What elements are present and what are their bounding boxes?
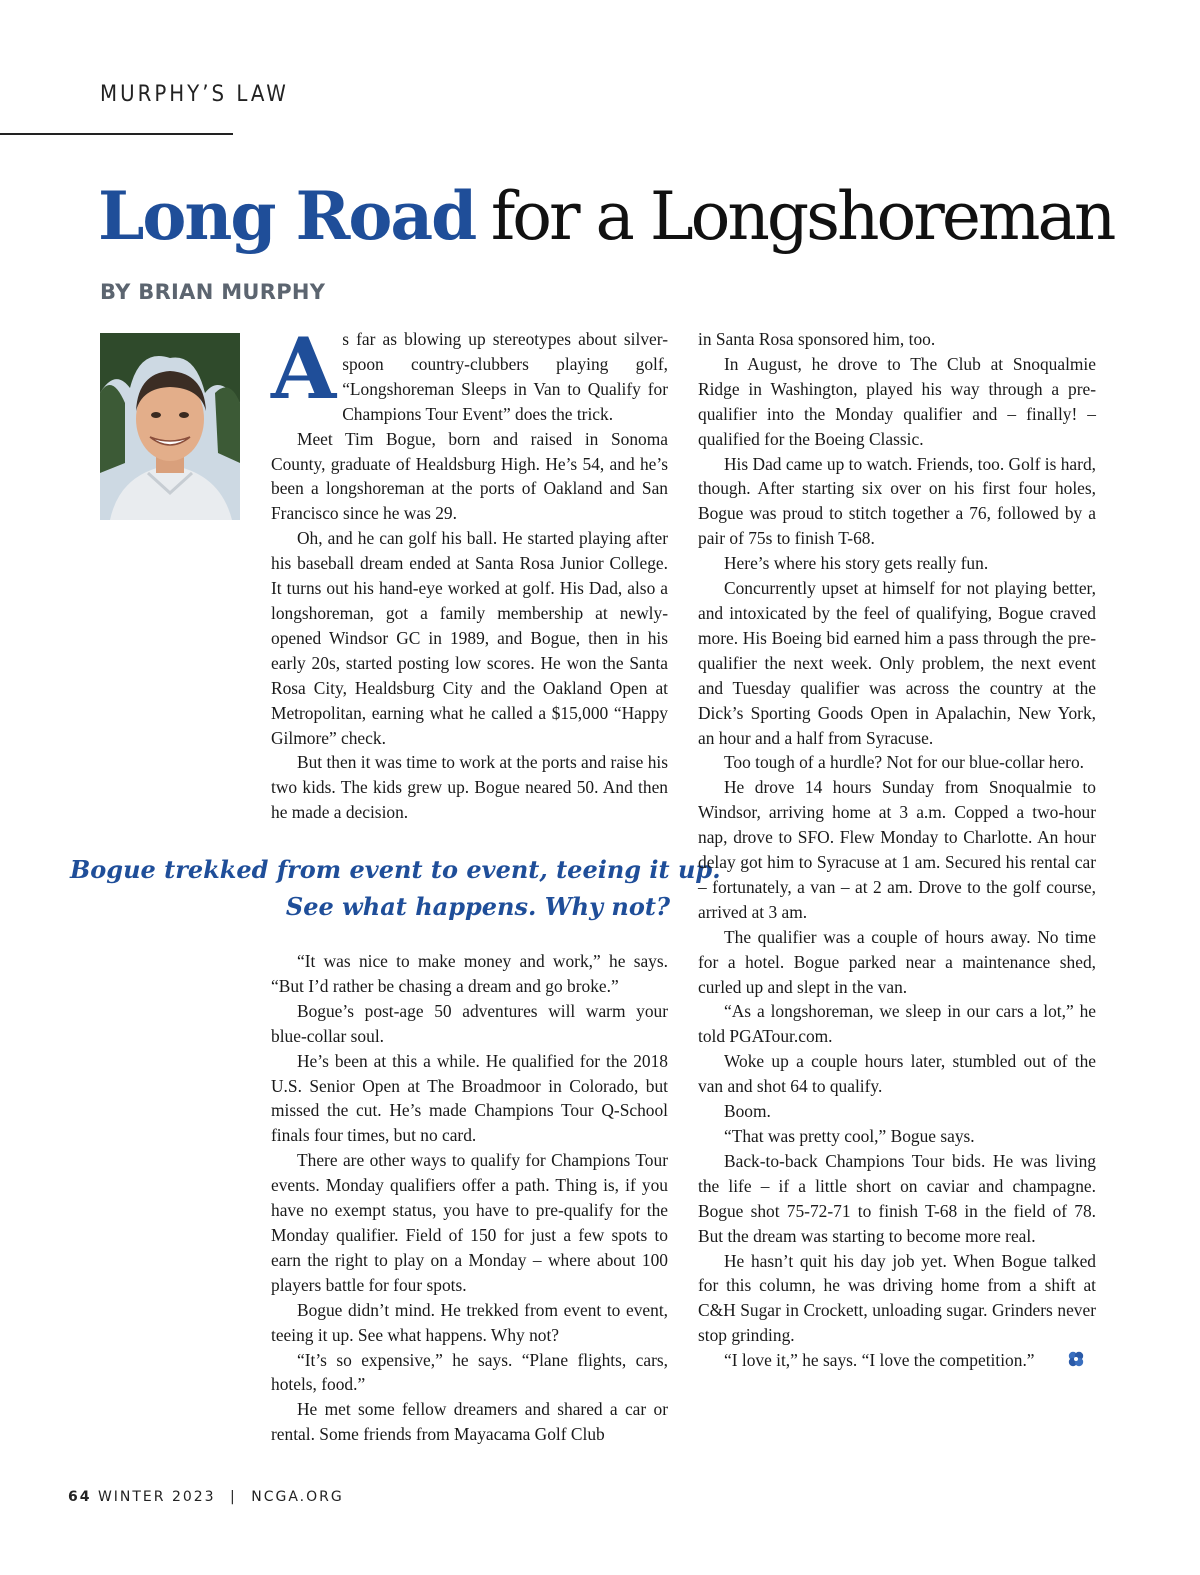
footer-separator: |: [230, 1489, 237, 1505]
paragraph: “As a longshoreman, we sleep in our cars a lot,” he told PGATour.com.: [698, 1001, 1096, 1047]
byline: BY BRIAN MURPHY: [100, 280, 326, 304]
paragraph: He met some fellow dreamers and shared a car or rental. Some friends from Mayacama Golf Club: [271, 1399, 668, 1445]
headline-bold: Long Road: [98, 177, 476, 255]
paragraph-text: “I love it,” he says. “I love the competition.”: [724, 1350, 1035, 1371]
paragraph: Bogue’s post-age 50 adventures will warm your blue-collar soul.: [271, 1000, 668, 1046]
paragraph: “That was pretty cool,” Bogue says.: [724, 1126, 975, 1146]
paragraph: Woke up a couple hours later, stumbled out of the van and shot 64 to qualify.: [698, 1051, 1096, 1097]
paragraph: Here’s where his story gets really fun.: [724, 553, 989, 574]
paragraph: Oh, and he can golf his ball. He started playing after his baseball dream ended at Santa Rosa Junior College. It turns out his hand-eye worked at golf. His Dad, also a longshoreman, got a family membership at newly-opened Windsor GC in 1989, and Bogue, then in his early 20s, started posting low scores. He won the Santa Rosa City, Healdsburg City and the Oakland Open at Metropolitan, earning what he called a $15,000 “Happy Gilmore” check.: [271, 528, 668, 748]
paragraph: Bogue didn’t mind. He trekked from event to event, teeing it up. See what happens. Why not?: [271, 1299, 668, 1345]
paragraph: Boom.: [724, 1101, 771, 1122]
ncga-logo-icon: [1041, 1350, 1085, 1375]
paragraph: in Santa Rosa sponsored him, too.: [698, 329, 936, 349]
paragraph: “It was nice to make money and work,” he says. “But I’d rather be chasing a dream and go broke.”: [271, 951, 668, 996]
paragraph-lead: [271, 319, 668, 427]
paragraph-final: [698, 1348, 1096, 1374]
paragraph: Too tough of a hurdle? Not for our blue-collar hero.: [724, 752, 1085, 773]
paragraph: Back-to-back Champions Tour bids. He was living the life – if a little short on caviar and champagne. Bogue shot 75-72-71 to finish T-68 in the field of 78. But the dream was starting to become more real.: [698, 1150, 1096, 1246]
paragraph: Meet Tim Bogue, born and raised in Sonoma County, graduate of Healdsburg High. He’s 54, and he’s been a longshoreman at the ports of Oakland and San Francisco since he was 29.: [271, 428, 668, 524]
site-label: NCGA.ORG: [251, 1489, 344, 1505]
pull-quote-line: Bogue trekked from event to event, teeing it up.: [70, 855, 721, 884]
pull-quote-line: See what happens. Why not?: [285, 892, 670, 921]
paragraph: There are other ways to qualify for Champions Tour events. Monday qualifiers offer a path. Thing is, if you have no exempt status, you have to pre-qualify for the Monday qualifier. Field of 150 for just a few spots to earn the right to play on a Monday – where about 100 players battle for four spots.: [271, 1150, 668, 1295]
article-headline: [98, 177, 1114, 255]
column-1-bottom: [271, 949, 668, 1447]
drop-cap: A: [271, 319, 337, 418]
paragraph-text: s far as blowing up stereotypes about silver-spoon country-clubbers playing golf, “Longshoreman Sleeps in Van to Qualify for Champions Tour Event” does the trick.: [342, 329, 668, 424]
column-1-top: [271, 319, 668, 825]
paragraph: “It’s so expensive,” he says. “Plane flights, cars, hotels, food.”: [271, 1349, 668, 1395]
issue-label: WINTER 2023: [97, 1489, 216, 1505]
page-footer: [68, 1489, 344, 1505]
page-number: 64: [68, 1489, 92, 1505]
paragraph: He’s been at this a while. He qualified for the 2018 U.S. Senior Open at The Broadmoor in Colorado, but missed the cut. He’s made Champions Tour Q-School finals four times, but no card.: [271, 1050, 668, 1146]
headline-rest: for a Longshoreman: [490, 178, 1114, 255]
column-2: [698, 327, 1096, 1375]
paragraph: But then it was time to work at the ports and raise his two kids. The kids grew up. Bogue neared 50. And then he made a decision.: [271, 752, 668, 823]
paragraph: Concurrently upset at himself for not playing better, and intoxicated by the feel of qualifying, Bogue craved more. His Boeing bid earned him a pass through the pre-qualifier the next week. Only problem, the next event and Tuesday qualifier was across the country at the Dick’s Sporting Goods Open in Apalachin, New York, an hour and a half from Syracuse.: [698, 578, 1096, 748]
paragraph: In August, he drove to The Club at Snoqualmie Ridge in Washington, played his way through a pre-qualifier into the Monday qualifier and – finally! – qualified for the Boeing Classic.: [698, 353, 1096, 449]
paragraph: His Dad came up to watch. Friends, too. Golf is hard, though. After starting six over on his first four holes, Bogue was proud to stitch together a 76, followed by a pair of 75s to finish T-68.: [698, 453, 1096, 549]
author-portrait-image: [100, 333, 240, 520]
author-photo: [100, 333, 240, 520]
paragraph: The qualifier was a couple of hours away. No time for a hotel. Bogue parked near a maintenance shed, curled up and slept in the van.: [698, 926, 1096, 997]
paragraph: He drove 14 hours Sunday from Snoqualmie to Windsor, arriving home at 3 a.m. Copped a two-hour nap, drove to SFO. Flew Monday to Charlotte. An hour delay got him to Syracuse at 1 am. Secured his rental car – fortunately, a van – at 2 am. Drove to the golf course, arrived at 3 am.: [698, 777, 1096, 922]
section-divider: [0, 133, 233, 135]
paragraph: He hasn’t quit his day job yet. When Bogue talked for this column, he was driving home from a shift at C&H Sugar in Crockett, unloading sugar. Grinders never stop grinding.: [698, 1250, 1096, 1346]
section-label: MURPHY’S LAW: [100, 82, 289, 107]
pull-quote: [70, 851, 721, 925]
